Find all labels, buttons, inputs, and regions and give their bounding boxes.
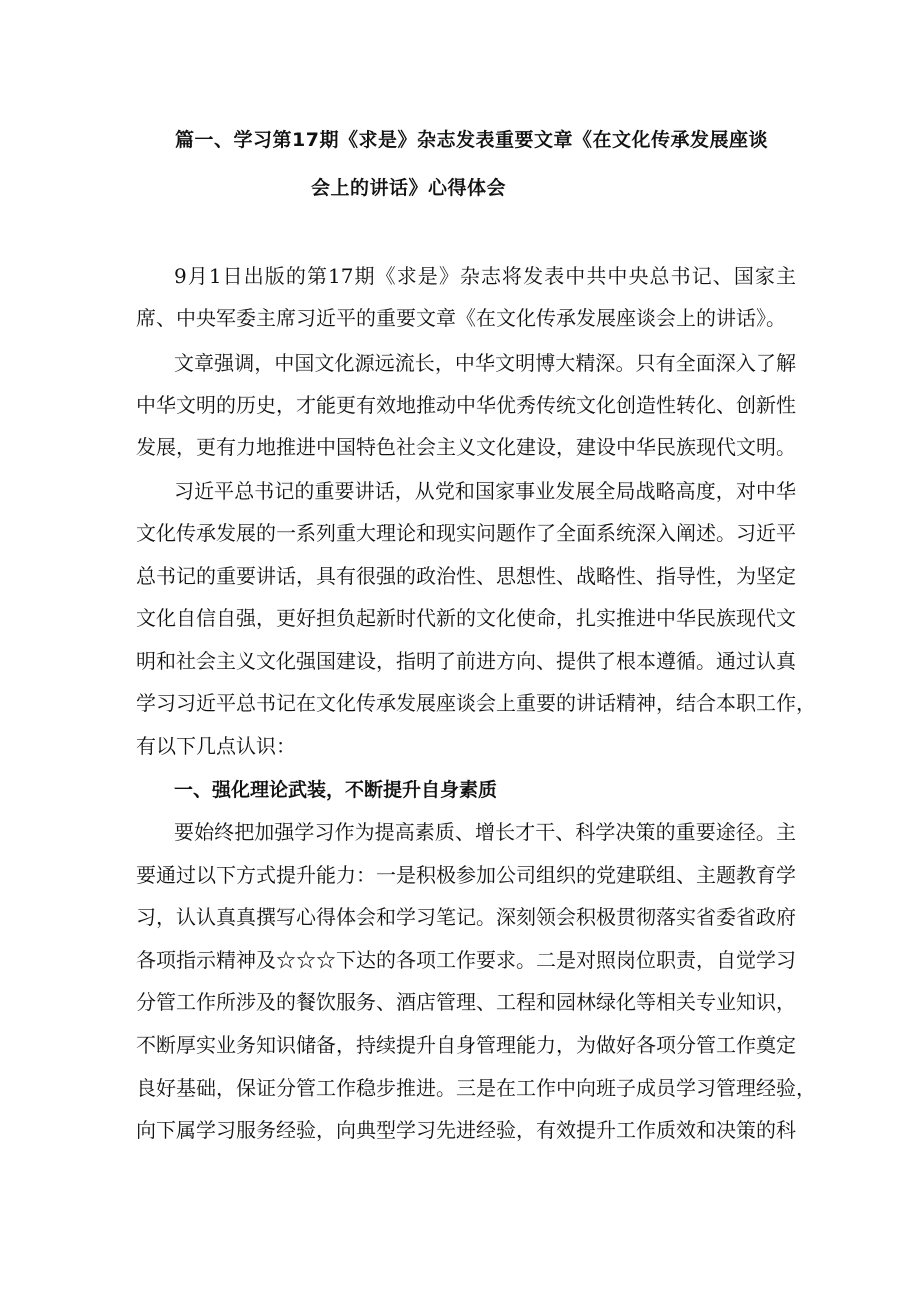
paragraph-4-line-5: 分管工作所涉及的餐饮服务、酒店管理、工程和园林绿化等相关专业知识， (136, 990, 796, 1014)
paragraph-4-line-2: 要通过以下方式提升能力：一是积极参加公司组织的党建联组、主题教育学 (136, 863, 796, 887)
paragraph-2-line-2: 中华文明的历史，才能更有效地推动中华优秀传统文化创造性转化、创新性 (136, 393, 796, 417)
paragraph-4-line-7: 良好基础，保证分管工作稳步推进。三是在工作中向班子成员学习管理经验， (136, 1076, 816, 1100)
paragraph-3-line-3: 总书记的重要讲话，具有很强的政治性、思想性、战略性、指导性，为坚定 (136, 564, 796, 588)
paragraph-3-line-1: 习近平总书记的重要讲话，从党和国家事业发展全局战略高度，对中华 (174, 479, 796, 503)
paragraph-2-line-3: 发展，更有力地推进中国特色社会主义文化建设，建设中华民族现代文明。 (136, 435, 796, 459)
paragraph-3-line-6: 学习习近平总书记在文化传承发展座谈会上重要的讲话精神，结合本职工作， (136, 691, 816, 715)
paragraph-3-line-5: 明和社会主义文化强国建设，指明了前进方向、提供了根本遵循。通过认真 (136, 649, 796, 673)
paragraph-2-line-1: 文章强调，中国文化源远流长，中华文明博大精深。只有全面深入了解 (174, 351, 796, 375)
paragraph-1-line-2: 席、中央军委主席习近平的重要文章《在文化传承发展座谈会上的讲话》。 (136, 306, 786, 330)
paragraph-4-line-3: 习，认认真真撰写心得体会和学习笔记。深刻领会积极贯彻落实省委省政府 (136, 905, 796, 929)
paragraph-4-line-1: 要始终把加强学习作为提高素质、增长才干、科学决策的重要途径。主 (174, 820, 796, 844)
paragraph-4-line-8: 向下属学习服务经验，向典型学习先进经验，有效提升工作质效和决策的科 (136, 1118, 796, 1142)
paragraph-3-line-4: 文化自信自强，更好担负起新时代新的文化使命，扎实推进中华民族现代文 (136, 606, 796, 630)
paragraph-3-line-2: 文化传承发展的一系列重大理论和现实问题作了全面系统深入阐述。习近平 (136, 521, 796, 545)
document-title-line-1: 篇一、学习第17期《求是》杂志发表重要文章《在文化传承发展座谈 (175, 129, 768, 151)
paragraph-3-line-7: 有以下几点认识： (136, 734, 296, 758)
paragraph-1-line-1: 9月1日出版的第17期《求是》杂志将发表中共中央总书记、国家主 (174, 264, 796, 288)
section-heading-1: 一、强化理论武装，不断提升自身素质 (174, 779, 498, 801)
paragraph-4-line-4: 各项指示精神及☆☆☆下达的各项工作要求。二是对照岗位职责，自觉学习 (136, 948, 796, 972)
document-title-line-2: 会上的讲话》心得体会 (311, 177, 507, 199)
paragraph-4-line-6: 不断厚实业务知识储备，持续提升自身管理能力，为做好各项分管工作奠定 (136, 1033, 796, 1057)
